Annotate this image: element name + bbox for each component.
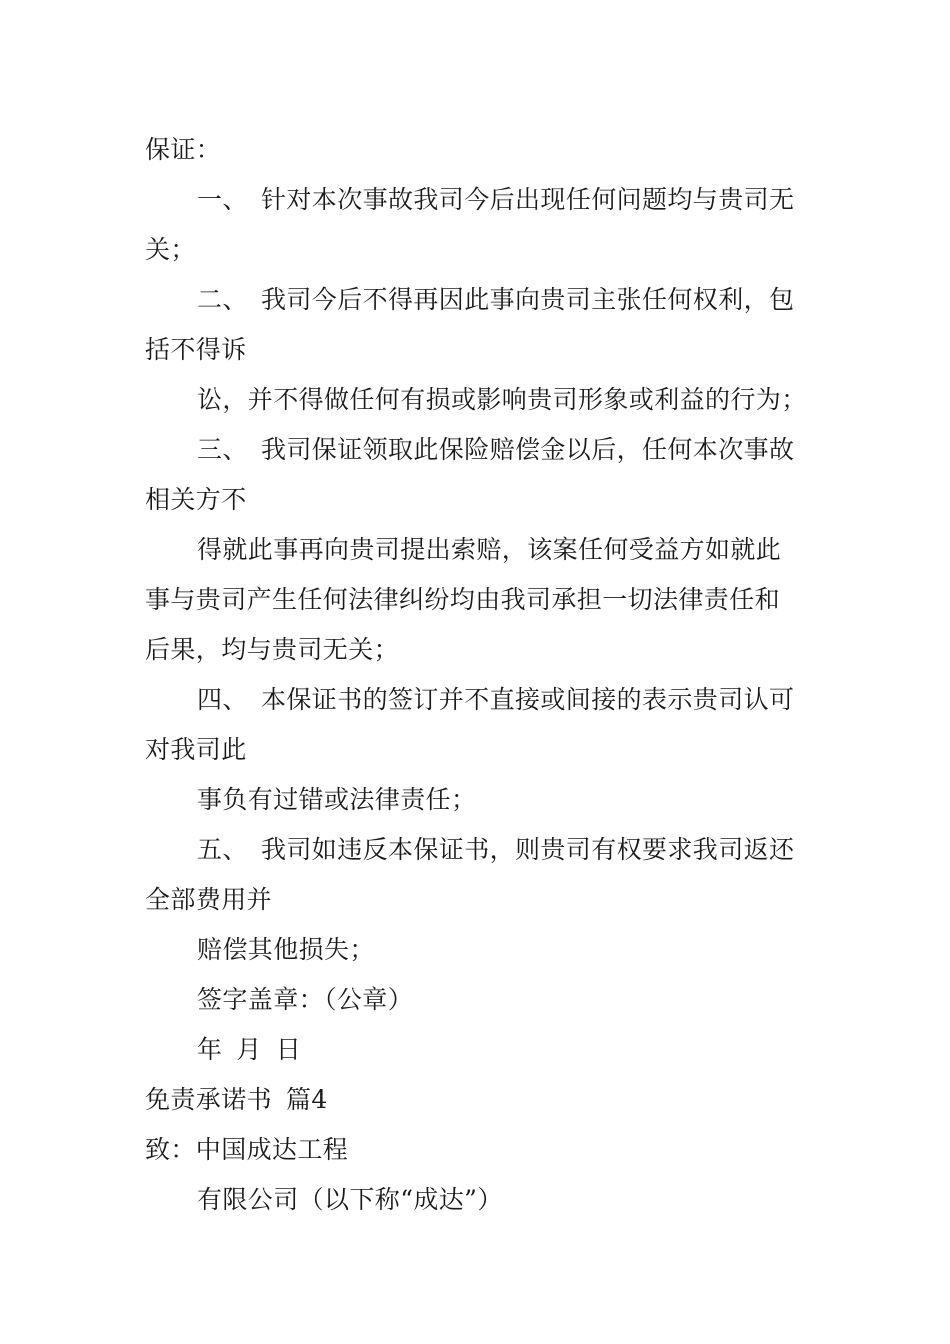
text-line: 事负有过错或法律责任； (197, 785, 477, 814)
text-line: 后果，均与贵司无关； (145, 635, 400, 664)
clause-2 (197, 285, 794, 315)
text-line: 关； (145, 235, 196, 264)
text-line: 全部费用并 (145, 885, 273, 914)
clause-text: 针对本次事故我司今后出现任何问题均与贵司无 (261, 185, 795, 214)
text-line: 讼，并不得做任何有损或影响贵司形象或利益的行为； (197, 385, 807, 414)
text-line: 事与贵司产生任何法律纠纷均由我司承担一切法律责任和 (145, 585, 781, 614)
section-number: 篇4 (286, 1085, 328, 1114)
text-line: 得就此事再向贵司提出索赔，该案任何受益方如就此 (197, 535, 782, 564)
text-line: 保证： (145, 135, 222, 164)
clause-1 (197, 185, 794, 215)
clause-number: 一、 (197, 185, 248, 214)
section-heading (145, 1085, 328, 1115)
date-line (197, 1035, 301, 1065)
clause-number: 二、 (197, 285, 248, 314)
clause-number: 四、 (197, 685, 248, 714)
text-line: 赔偿其他损失； (197, 935, 375, 964)
text-line: 有限公司（以下称“成达”） (197, 1185, 503, 1214)
text-line: 相关方不 (145, 485, 247, 514)
clause-5 (197, 835, 794, 865)
clause-number: 三、 (197, 435, 248, 464)
text-line: 对我司此 (145, 735, 247, 764)
date-day: 日 (275, 1035, 302, 1064)
addressee-line: 致：中国成达工程 (145, 1135, 349, 1164)
signature-line: 签字盖章：（公章） (197, 985, 414, 1014)
date-month: 月 (236, 1035, 262, 1064)
text-line: 括不得诉 (145, 335, 247, 364)
clause-text: 本保证书的签订并不直接或间接的表示贵司认可 (261, 685, 795, 714)
date-year: 年 (197, 1035, 223, 1064)
clause-4 (197, 685, 794, 715)
clause-3 (197, 435, 794, 465)
clause-text: 我司今后不得再因此事向贵司主张任何权利，包 (261, 285, 795, 314)
section-title: 免责承诺书 (145, 1085, 273, 1114)
clause-text: 我司如违反本保证书，则贵司有权要求我司返还 (261, 835, 795, 864)
clause-text: 我司保证领取此保险赔偿金以后，任何本次事故 (261, 435, 795, 464)
clause-number: 五、 (197, 835, 248, 864)
